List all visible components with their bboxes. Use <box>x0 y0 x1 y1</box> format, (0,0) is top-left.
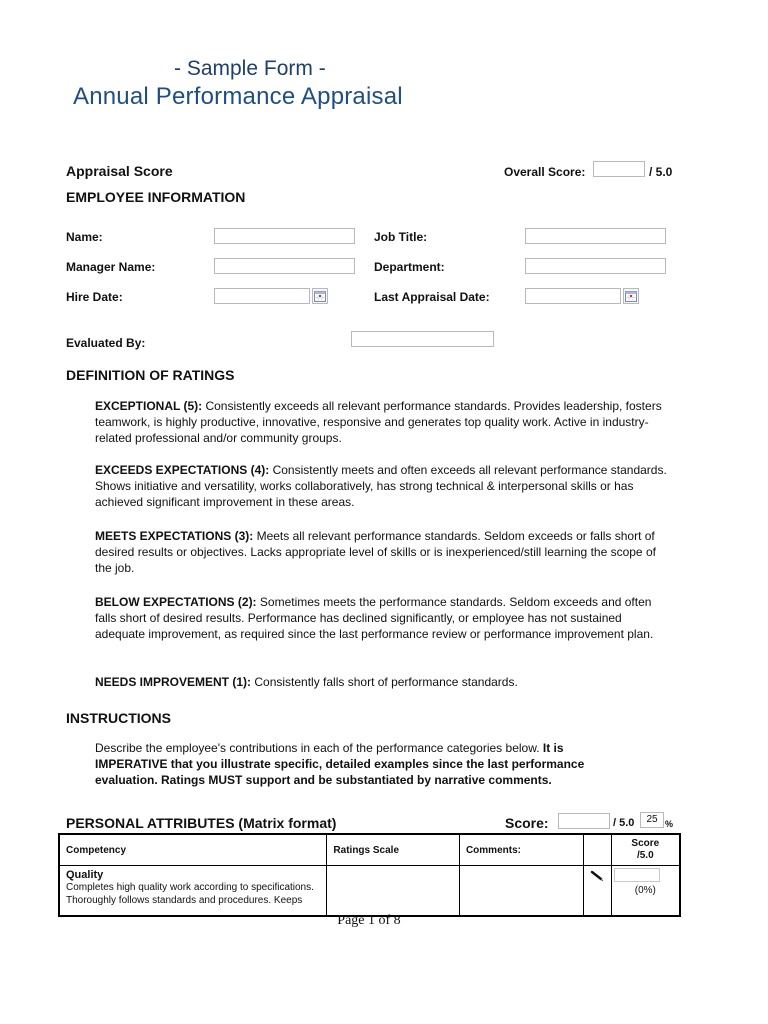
last-appraisal-calendar-button[interactable] <box>623 288 639 304</box>
manager-name-label: Manager Name: <box>66 260 156 274</box>
competency-description: Completes high quality work according to specifications. Thoroughly follows standards and procedures. Keeps <box>66 882 314 906</box>
rating-term: NEEDS IMPROVEMENT (1): <box>95 675 252 689</box>
rating-exceptional <box>95 398 675 446</box>
manager-name-field[interactable] <box>214 258 355 274</box>
last-appraisal-date-label: Last Appraisal Date: <box>374 290 490 304</box>
percent-weight-field[interactable]: 25 <box>640 812 664 828</box>
score-percent: (0%) <box>634 884 656 896</box>
col-comments: Comments: <box>459 834 583 866</box>
col-score <box>611 834 680 866</box>
rating-text: Consistently falls short of performance standards. <box>251 675 518 689</box>
rating-term: EXCEEDS EXPECTATIONS (4): <box>95 463 270 477</box>
rating-needs-improvement <box>95 674 675 690</box>
hire-date-label: Hire Date: <box>66 290 123 304</box>
name-label: Name: <box>66 230 103 244</box>
rating-text: Consistently exceeds all relevant performance standards. Provides leadership, fosters teamwork, is highly productive, innovative, responsive and generates top quality work. Active in industry-related professional and/or community groups. <box>95 399 662 445</box>
personal-attributes-heading: PERSONAL ATTRIBUTES (Matrix format) <box>66 815 337 831</box>
job-title-field[interactable] <box>525 228 666 244</box>
col-blank <box>583 834 611 866</box>
ratings-heading: DEFINITION OF RATINGS <box>66 367 235 383</box>
percent-sign: % <box>665 819 674 829</box>
form-title: Annual Performance Appraisal <box>73 83 403 110</box>
hire-date-field[interactable] <box>214 288 310 304</box>
edit-cell[interactable] <box>583 866 611 916</box>
department-field[interactable] <box>525 258 666 274</box>
overall-score-field[interactable] <box>593 161 645 177</box>
rating-exceeds-expectations <box>95 462 675 510</box>
rating-text: Consistently meets and often exceeds all relevant performance standards. Shows initiative and versatility, works collaboratively, has strong technical & interpersonal skills or has achieved significant improvement in these areas. <box>95 463 667 509</box>
page-number: Page 1 of 8 <box>337 913 401 928</box>
score-field[interactable] <box>558 813 610 829</box>
hire-date-calendar-button[interactable] <box>312 288 328 304</box>
score-cell[interactable] <box>611 866 680 916</box>
score-input[interactable] <box>614 868 660 882</box>
rating-text: Meets all relevant performance standards. Seldom exceeds or falls short of desired results or objectives. Lacks appropriate level of skills or is inexperienced/still learning the scope of the job. <box>95 529 656 575</box>
rating-term: MEETS EXPECTATIONS (3): <box>95 529 254 543</box>
rating-term: EXCEPTIONAL (5): <box>95 399 203 413</box>
rating-meets-expectations <box>95 528 675 576</box>
instructions-emphasis: It is IMPERATIVE that you illustrate specific, detailed examples since the last performance evaluation. Ratings MUST support and be substantiated by narrative comments. <box>95 741 585 787</box>
col-competency: Competency <box>59 834 327 866</box>
competency-matrix <box>58 833 681 917</box>
rating-text: Sometimes meets the performance standards. Seldom exceeds and often falls short of desired results. Performance has declined significantly, or employee has not sustained adequate improvement, as required since the last performance review or performance improvement plan. <box>95 595 654 641</box>
rating-below-expectations <box>95 594 675 642</box>
overall-score-max: / 5.0 <box>649 165 673 179</box>
score-label: Score: <box>505 815 549 831</box>
evaluated-by-field[interactable] <box>351 331 494 347</box>
instructions-text <box>95 740 635 788</box>
department-label: Department: <box>374 260 445 274</box>
score-max: / 5.0 <box>613 817 635 829</box>
name-field[interactable] <box>214 228 355 244</box>
competency-title: Quality <box>66 869 104 881</box>
comments-cell[interactable] <box>459 866 583 916</box>
employee-info-heading: EMPLOYEE INFORMATION <box>66 189 246 205</box>
col-score-line2: /5.0 <box>636 850 654 861</box>
instructions-heading: INSTRUCTIONS <box>66 710 171 726</box>
rating-term: BELOW EXPECTATIONS (2): <box>95 595 257 609</box>
calendar-icon <box>314 290 326 302</box>
competency-cell <box>59 866 327 916</box>
table-row <box>59 866 680 916</box>
form-subtitle: - Sample Form - <box>174 57 326 80</box>
ratings-scale-cell[interactable] <box>327 866 460 916</box>
overall-score-label: Overall Score: <box>504 165 586 179</box>
col-score-line1: Score <box>631 838 660 849</box>
matrix-header-row <box>59 834 680 866</box>
last-appraisal-date-field[interactable] <box>525 288 621 304</box>
evaluated-by-label: Evaluated By: <box>66 336 146 350</box>
instructions-plain: Describe the employee's contributions in each of the performance categories below. <box>95 741 543 755</box>
appraisal-score-heading: Appraisal Score <box>66 163 173 179</box>
calendar-icon <box>625 290 637 302</box>
pencil-icon[interactable] <box>590 869 604 883</box>
job-title-label: Job Title: <box>374 230 428 244</box>
col-ratings-scale: Ratings Scale <box>327 834 460 866</box>
